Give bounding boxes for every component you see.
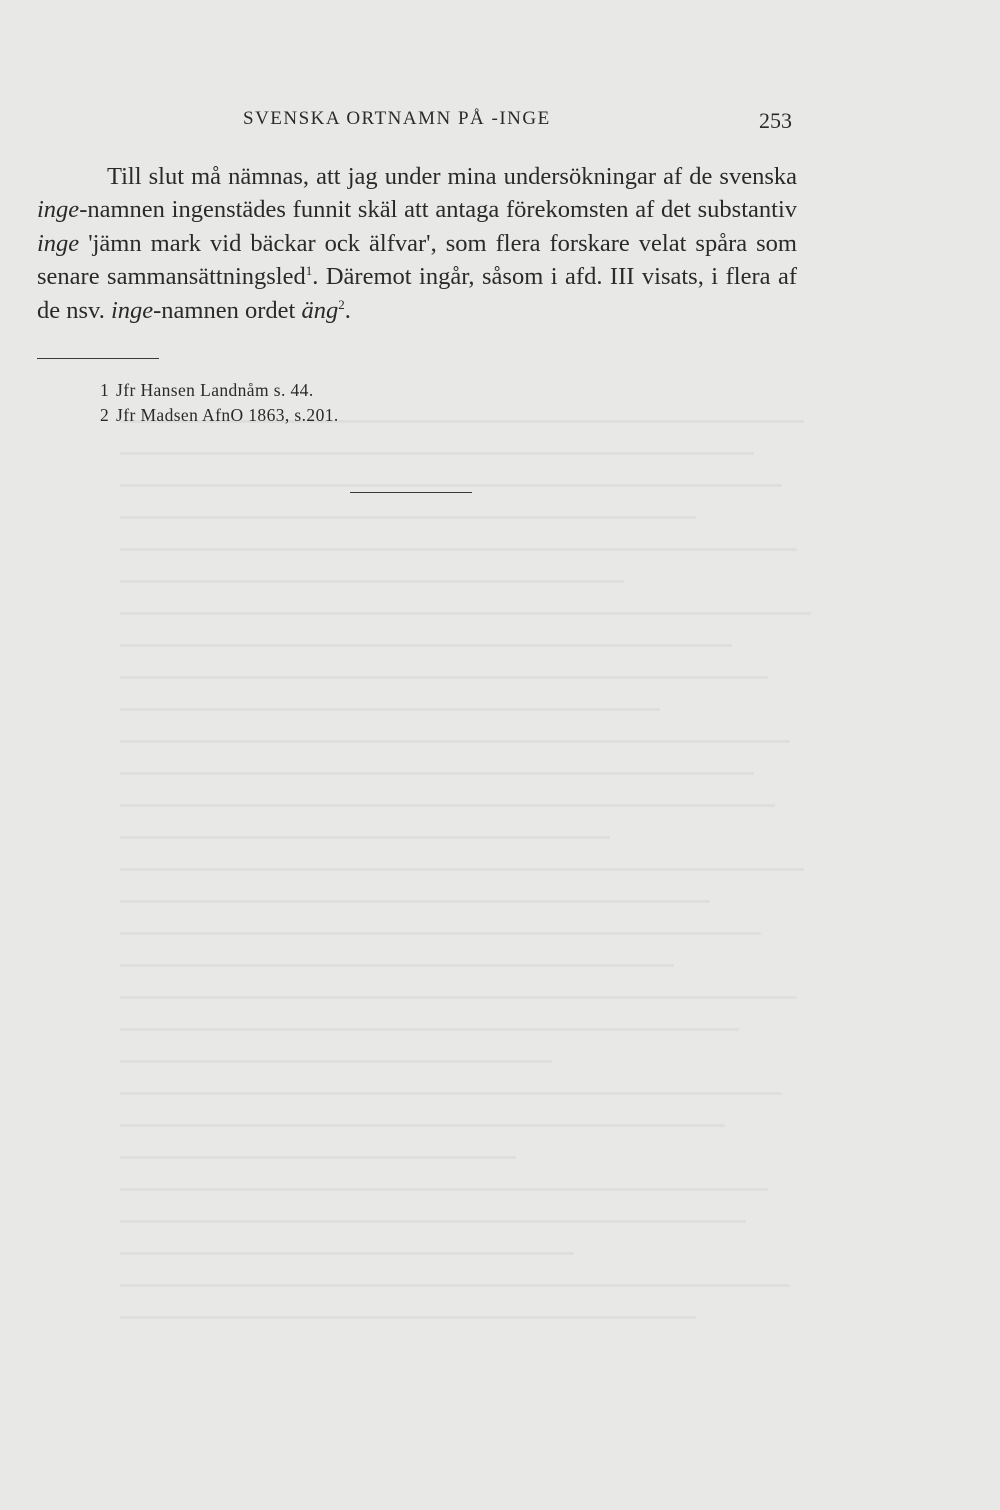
footnote-2: 2 Jfr Madsen AfnO 1863, s.201.	[100, 405, 339, 425]
body-paragraph: Till slut må nämnas, att jag under mina undersökningar af de svenska inge-namnen ingenstädes funnit skäl att antaga förekomsten af det substantiv inge 'jämn mark vid bäckar ock älfvar', som flera forskare velat spåra som senare sammansättningsled$^1$. Däremot ingår, såsom i afd. III visats, i flera af de nsv. inge-namnen ordet äng$^2$.	[37, 163, 797, 324]
footnotes	[100, 378, 339, 428]
running-head: SVENSKA ORTNAMN PÅ -INGE	[243, 108, 551, 129]
footnote-1: 1 Jfr Hansen Landnåm s. 44.	[100, 380, 314, 400]
page-number: 253	[759, 108, 792, 133]
footnote-rule	[37, 358, 159, 359]
footnote-ref-2[interactable]: 2	[338, 296, 345, 312]
footnote-ref-1[interactable]: 1	[305, 263, 313, 279]
section-end-rule	[350, 492, 472, 493]
reverse-page-show-through	[120, 420, 840, 1360]
